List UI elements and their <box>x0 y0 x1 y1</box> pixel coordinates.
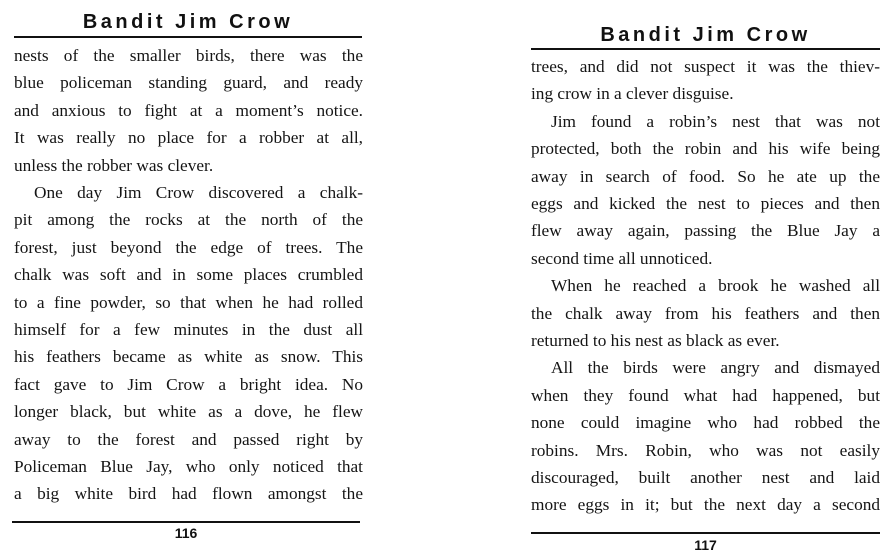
page-number: 116 <box>174 525 198 541</box>
text-line: to a fine powder, so that when he had rolled <box>14 292 363 312</box>
text-line: away to the forest and passed right by <box>14 429 363 449</box>
text-line: All the birds were angry and dismayed <box>551 358 880 378</box>
text-line: unless the robber was clever. <box>14 155 214 175</box>
text-line: pit among the rocks at the north of the <box>14 210 363 230</box>
text-line: forest, just beyond the edge of trees. The <box>14 237 363 257</box>
text-line: chalk was soft and in some places crumbled <box>14 265 363 285</box>
text-line: the chalk away from his feathers and then <box>531 303 880 323</box>
text-line: second time all unnoticed. <box>531 248 713 268</box>
text-line: away in search of food. So he ate up the <box>531 166 880 186</box>
footer-rule <box>531 532 880 534</box>
text-line: blue policeman standing guard, and ready <box>14 73 363 93</box>
text-line: and anxious to fight at a moment’s notice. <box>14 100 363 120</box>
text-line: fact gave to Jim Crow a bright idea. No <box>14 374 363 394</box>
text-line: more eggs in it; but the next day a second <box>531 495 880 515</box>
right-page <box>448 0 896 559</box>
text-line: robins. Mrs. Robin, who was not easily <box>531 440 880 460</box>
running-header: Bandit Jim Crow <box>82 11 294 33</box>
text-line: It was really no place for a robber at all, <box>14 128 363 148</box>
text-line: discouraged, built another nest and laid <box>531 468 880 487</box>
header-rule <box>14 36 362 38</box>
text-line: none could imagine who had robbed the <box>531 413 880 433</box>
text-line: returned to his nest as black as ever. <box>531 331 780 350</box>
page-number: 117 <box>694 537 717 553</box>
footer-rule <box>12 521 360 523</box>
text-line: flew away again, passing the Blue Jay a <box>531 221 880 241</box>
text-line: trees, and did not suspect it was the thiev- <box>531 57 880 76</box>
text-line: eggs and kicked the nest to pieces and then <box>531 194 880 213</box>
running-header: Bandit Jim Crow <box>600 24 811 46</box>
header-rule <box>531 48 880 50</box>
text-line: When he reached a brook he washed all <box>551 276 880 296</box>
text-line: a big white bird had flown amongst the <box>14 484 363 504</box>
text-line: longer black, but white as a dove, he flew <box>14 402 363 422</box>
text-line: One day Jim Crow discovered a chalk- <box>34 183 363 202</box>
text-line: his feathers became as white as snow. This <box>14 347 363 367</box>
text-line: nests of the smaller birds, there was the <box>14 46 363 65</box>
text-line: protected, both the robin and his wife being <box>531 139 880 159</box>
text-line: ing crow in a clever disguise. <box>531 84 734 104</box>
text-line: when they found what had happened, but <box>531 385 880 405</box>
text-line: Jim found a robin’s nest that was not <box>551 111 880 131</box>
text-line: Policeman Blue Jay, who only noticed that <box>14 457 363 476</box>
text-line: himself for a few minutes in the dust all <box>14 320 363 339</box>
